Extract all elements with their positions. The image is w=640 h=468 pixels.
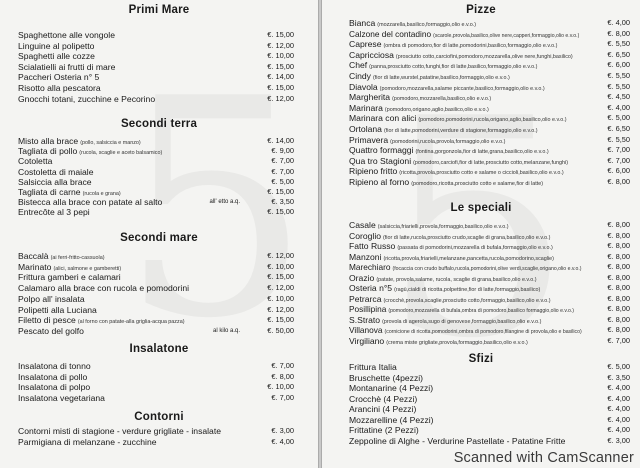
menu-item-name: Tagliata di pollo bbox=[18, 146, 78, 157]
menu-item-price: €. 8,00 bbox=[607, 314, 630, 324]
section-title-sfizi: Sfizi bbox=[468, 353, 494, 365]
menu-item bbox=[18, 94, 155, 104]
menu-item-price: €. 3,50 bbox=[271, 197, 294, 207]
menu-item-name: Baccalà bbox=[18, 251, 49, 261]
menu-item-name: Polpo all' insalata bbox=[18, 293, 85, 304]
menu-item-name: Ripieno fritto bbox=[349, 166, 398, 177]
menu-item-price: €. 5,00 bbox=[607, 362, 630, 371]
menu-item-price: €. 15,00 bbox=[267, 272, 294, 282]
menu-item-description: (scarole,provola,basilico,olive nere,capperi,formaggio,olio e.v.o.) bbox=[433, 32, 580, 39]
menu-item-price: €. 5,50 bbox=[607, 39, 630, 49]
menu-item-name: Marechiaro bbox=[349, 262, 391, 272]
menu-item-price: €. 4,00 bbox=[607, 393, 630, 403]
menu-item-description: (ricotta,provola,prosciutto cotto e salame o ciccioli,basilico,olio e.v.o.) bbox=[399, 170, 564, 177]
menu-item bbox=[18, 305, 97, 315]
menu-item-name: Coroglio bbox=[349, 230, 382, 241]
menu-item-price: €. 10,00 bbox=[267, 382, 294, 392]
menu-item-price: €. 4,00 bbox=[607, 414, 630, 424]
menu-item-description: (pomodoro,pomodorini,rucola,origano,aglio,basilico,olio e.v.o.) bbox=[418, 117, 567, 124]
menu-item-description: (ricotta,provola,friarielli,melanzane,pancetta,rucola,pomodorino,scaglie) bbox=[383, 255, 554, 262]
menu-item-price: €. 12,00 bbox=[267, 304, 294, 314]
menu-item-price: €. 7,00 bbox=[607, 145, 630, 155]
menu-item-name: Polipetti alla Luciana bbox=[18, 304, 97, 315]
menu-item-price: €. 8,00 bbox=[607, 325, 630, 334]
menu-item-description: (alici, salmone e gamberetti) bbox=[53, 265, 122, 272]
menu-item-price: €. 7,00 bbox=[271, 361, 294, 370]
menu-item-name: Zeppoline di Alghe - Verdurine Pastellate - Patatine Fritte bbox=[349, 435, 566, 446]
menu-item bbox=[18, 197, 162, 207]
menu-item-price: €. 14,00 bbox=[267, 136, 294, 145]
menu-item-name: Petrarca bbox=[349, 293, 382, 304]
menu-item-price: €. 12,00 bbox=[267, 93, 294, 103]
menu-item-name: Villanova bbox=[349, 325, 383, 335]
menu-item-name: Marinara con alici bbox=[349, 113, 417, 124]
section-title-secondi-mare: Secondi mare bbox=[120, 232, 198, 244]
menu-item-description: (pomodoro,carciofi,fior di latte,prosciutto cotto,melanzane,funghi) bbox=[413, 159, 569, 166]
menu-item-name: Pescato del golfo bbox=[18, 325, 84, 336]
menu-item-name: Marinato bbox=[18, 261, 52, 272]
menu-item-name: Capricciosa bbox=[349, 49, 394, 60]
menu-item bbox=[349, 177, 543, 189]
menu-item-price: €. 6,50 bbox=[607, 124, 630, 133]
menu-item-price: €. 4,00 bbox=[271, 437, 294, 446]
menu-item bbox=[18, 30, 115, 40]
menu-item-description: (focaccia con crudo buffalo,rucola,pomodorini,olive verdi,scaglie,origano,olio e.v.o.) bbox=[392, 266, 582, 272]
menu-item bbox=[349, 373, 423, 383]
menu-item-description: (pomodorini,rucola,provola,formaggio,olio e.v.o.) bbox=[390, 138, 506, 145]
menu-item bbox=[18, 283, 189, 293]
menu-item-name: Arancini (4 Pezzi) bbox=[349, 404, 417, 414]
menu-item-name: S.Strato bbox=[349, 314, 381, 325]
menu-item-price: €. 10,00 bbox=[267, 51, 294, 61]
menu-item-name: Crocchè (4 Pezzi) bbox=[349, 393, 418, 404]
menu-item-description: (prosciutto cotto,carciofini,pomodoro,mozzarella,olive nere,funghi,basilico) bbox=[395, 53, 573, 60]
menu-item-name: Fatto Russo bbox=[349, 241, 396, 251]
menu-item bbox=[18, 272, 121, 282]
menu-item-name: Bianca bbox=[349, 18, 376, 28]
menu-item-price: €. 5,50 bbox=[607, 71, 630, 80]
section-title-secondi-terra: Secondi terra bbox=[120, 118, 198, 130]
menu-item-name: Gnocchi totani, zucchine e Pecorino bbox=[18, 93, 156, 104]
menu-item-price: €. 3,00 bbox=[271, 426, 294, 435]
menu-item-price: €. 14,00 bbox=[267, 72, 294, 82]
menu-item-name: Contorni misti di stagione - verdure grigliate - insalate bbox=[18, 426, 222, 436]
menu-item-name: Insalatona di tonno bbox=[18, 361, 91, 371]
menu-item-name: Paccheri Osteria n° 5 bbox=[18, 72, 100, 83]
section-title-pizze: Pizze bbox=[466, 4, 496, 16]
menu-item-name: Ortolana bbox=[349, 124, 382, 134]
menu-item-note: al kilo a.q. bbox=[212, 327, 240, 334]
menu-item bbox=[18, 437, 157, 447]
menu-item bbox=[18, 72, 99, 82]
menu-item-name: Margherita bbox=[349, 92, 391, 103]
menu-item-price: €. 4,50 bbox=[607, 92, 630, 102]
menu-item-price: €. 8,00 bbox=[607, 293, 630, 303]
menu-item-name: Mozzarelline (4 Pezzi) bbox=[349, 414, 434, 425]
menu-item-price: €. 8,00 bbox=[607, 262, 630, 271]
menu-item bbox=[18, 41, 94, 51]
menu-item-name: Spaghetti alle cozze bbox=[18, 51, 95, 62]
menu-item-description: (pollo, salsiccia e manzo) bbox=[80, 140, 141, 146]
menu-item bbox=[18, 372, 87, 382]
menu-item-name: Diavola bbox=[349, 81, 378, 92]
menu-item-name: Tagliata di carne bbox=[18, 187, 81, 197]
section-title-contorni: Contorni bbox=[134, 411, 184, 423]
menu-item-name: Chef bbox=[349, 60, 368, 71]
menu-item-description: (ragù,cialdi di ricotta,polpettine,fior di latte,formaggio,basilico) bbox=[394, 287, 541, 293]
menu-item bbox=[18, 62, 115, 72]
menu-item-price: €. 7,00 bbox=[607, 335, 630, 345]
menu-item-name: Entrecôte al 3 pepi bbox=[18, 207, 90, 218]
menu-item-description: (mozzarella,basilico,formaggio,olio e.v.o.) bbox=[377, 22, 477, 28]
menu-item-price: €. 9,00 bbox=[271, 146, 294, 156]
menu-item-description: (pomodoro,mozzarella,basilico,olio e.v.o.) bbox=[392, 96, 492, 103]
menu-item-name: Casale bbox=[349, 220, 376, 230]
menu-item-price: €. 4,00 bbox=[607, 102, 630, 112]
menu-item bbox=[349, 425, 419, 435]
menu-item-name: Montanarine (4 Pezzi) bbox=[349, 383, 434, 393]
menu-item-price: €. 3,50 bbox=[607, 372, 630, 382]
menu-item-description: (pomodoro,mozzarella,salame piccante,basilico,formaggio,olio e.v.o.) bbox=[379, 85, 545, 92]
menu-item bbox=[18, 51, 95, 61]
menu-item-name: Parmigiana di melanzane - zucchine bbox=[18, 437, 157, 447]
menu-item bbox=[349, 362, 397, 372]
menu-item-price: €. 7,00 bbox=[607, 155, 630, 165]
section-title-speciali: Le speciali bbox=[450, 202, 512, 214]
menu-item-description: (pomodoro,origano,aglio,basilico,olio e.v.o.) bbox=[384, 106, 489, 113]
menu-item-price: €. 7,00 bbox=[271, 156, 294, 166]
menu-item-name: Filetto di pesce bbox=[18, 315, 76, 326]
menu-item bbox=[18, 177, 92, 187]
menu-item-name: Insalatona di polpo bbox=[18, 382, 91, 393]
menu-item-name: Risotto alla pescatora bbox=[18, 83, 101, 93]
menu-item-name: Costoletta di maiale bbox=[18, 166, 94, 177]
menu-item-description: (al forno con patate-alla griglia-acqua pazza) bbox=[77, 319, 185, 326]
menu-item-price: €. 50,00 bbox=[267, 325, 294, 335]
menu-item-name: Salsiccia alla brace bbox=[18, 176, 92, 187]
menu-item-description: (ombra di pomodoro,fior di latte,pomodorini,basilico,formaggio,olio e.v.o.) bbox=[383, 43, 558, 50]
menu-item-name: Spaghettone alle vongole bbox=[18, 30, 115, 40]
menu-item-description: (rucola, scaglie e aceto balsamico) bbox=[79, 150, 163, 157]
menu-item-name: Posillipina bbox=[349, 304, 387, 314]
menu-item-name: Orazio bbox=[349, 272, 375, 283]
menu-item-name: Cindy bbox=[349, 71, 371, 81]
menu-item-price: €. 8,00 bbox=[607, 230, 630, 240]
menu-item-price: €. 15,00 bbox=[267, 187, 294, 196]
menu-item bbox=[18, 167, 93, 177]
menu-item-price: €. 8,00 bbox=[607, 283, 630, 292]
menu-item-price: €. 6,00 bbox=[607, 60, 630, 70]
menu-item bbox=[349, 404, 416, 414]
menu-item-name: Calzone del contadino bbox=[349, 28, 432, 39]
menu-item-description: (fontina,gorgonzola,fior di latte,grana,basilico,olio e.v.o.) bbox=[415, 149, 549, 156]
menu-item-name: Caprese bbox=[349, 39, 382, 50]
menu-item bbox=[18, 361, 91, 371]
menu-item-price: €. 8,00 bbox=[607, 272, 630, 282]
menu-item-name: Insalatona di pollo bbox=[18, 371, 88, 382]
menu-item-price: €. 15,00 bbox=[267, 207, 294, 217]
menu-item-price: €. 10,00 bbox=[267, 261, 294, 271]
menu-item bbox=[18, 207, 90, 217]
menu-item-description: (pomodoro,ricotta,prosciutto cotto e salame,fior di latte) bbox=[411, 181, 544, 187]
menu-item-price: €. 4,00 bbox=[607, 383, 630, 392]
menu-item-name: Primavera bbox=[349, 134, 389, 145]
menu-item-description: (ai ferri-fritto-cassuola) bbox=[50, 255, 105, 261]
menu-item-name: Frittatine (2 Pezzi) bbox=[349, 425, 419, 435]
menu-item-name: Cotoletta bbox=[18, 156, 53, 167]
menu-item bbox=[18, 294, 85, 304]
menu-item-price: €. 5,00 bbox=[271, 176, 294, 186]
menu-item-description: (passata di pomodorini,mozzarella di bufala,formaggio,olio e.v.o.) bbox=[397, 245, 553, 251]
menu-item-price: €. 8,00 bbox=[607, 304, 630, 313]
menu-item-description: (fior di latte,wurstel,patatine,basilico,formaggio,olio e.v.o.) bbox=[372, 75, 510, 81]
menu-item-name: Virgiliano bbox=[349, 335, 385, 346]
menu-item bbox=[349, 436, 565, 446]
menu-item-name: Qua tro Stagioni bbox=[349, 155, 412, 166]
menu-item bbox=[18, 83, 101, 93]
menu-item-price: €. 8,00 bbox=[607, 220, 630, 229]
menu-item-price: €. 6,00 bbox=[607, 166, 630, 176]
menu-item-price: €. 8,00 bbox=[607, 251, 630, 261]
menu-item-description: (crema miste grigliate,provola,formaggio,basilico,olio e.v.o.) bbox=[386, 339, 528, 346]
menu-item-description: (panna,prosciutto cotto,funghi,fior di latte,basilico,formaggio,olio e.v.o.) bbox=[369, 64, 538, 71]
menu-item-name: Marinara bbox=[349, 102, 383, 113]
menu-item-name: Frittura Italia bbox=[349, 362, 397, 372]
menu-item bbox=[349, 383, 433, 393]
menu-item-name: Insalatona vegetariana bbox=[18, 393, 105, 404]
menu-item-price: €. 4,00 bbox=[607, 425, 630, 434]
menu-item-description: (salsiccia,friarielli,provola,formaggio,basilico,olio e.v.o.) bbox=[377, 224, 509, 230]
menu-item-description: (provola di agerola,sugo di genovese,formaggio,basilico,olio e.v.o.) bbox=[382, 318, 542, 325]
menu-item-description: (patate, provola,salame, rucola, scaglie di grana,basilico,olio e.v.o.) bbox=[376, 276, 537, 283]
menu-item-price: €. 6,50 bbox=[607, 49, 630, 59]
menu-item-description: (fior di latte,rucola,prosciutto crudo,scaglie di grana,basilico,olio e.v.o.) bbox=[383, 234, 551, 241]
menu-item bbox=[349, 415, 434, 425]
menu-item-note: all' etto a.q. bbox=[209, 199, 240, 206]
menu-item bbox=[18, 382, 90, 392]
menu-item-price: €. 10,00 bbox=[267, 293, 294, 303]
menu-item-price: €. 8,00 bbox=[271, 371, 294, 381]
menu-item bbox=[18, 426, 221, 436]
menu-item bbox=[18, 156, 52, 166]
menu-item-description: (cornicione di ricotta,pomodorini,ombra di pomodoro,filangine di provola,olio e basilico) bbox=[384, 329, 582, 335]
menu-item-price: €. 15,00 bbox=[267, 30, 294, 39]
menu-item-name: Frittura gamberi e calamari bbox=[18, 272, 121, 283]
menu-item-name: Manzoni bbox=[349, 251, 382, 262]
menu-item-description: (rucola e grana) bbox=[82, 191, 121, 197]
menu-item-price: €. 15,00 bbox=[267, 83, 294, 92]
menu-item-name: Ripieno al forno bbox=[349, 177, 410, 187]
menu-item-price: €. 8,00 bbox=[607, 241, 630, 250]
menu-item-name: Bruschette (4pezzi) bbox=[349, 372, 424, 383]
menu-item-price: €. 7,00 bbox=[271, 166, 294, 176]
menu-item-price: €. 4,00 bbox=[607, 404, 630, 413]
menu-item-price: €. 12,00 bbox=[267, 40, 294, 50]
menu-item-name: Osteria n°5 bbox=[349, 283, 393, 293]
menu-item-name: Misto alla brace bbox=[18, 136, 79, 146]
menu-item bbox=[18, 393, 105, 403]
menu-item-price: €. 3,00 bbox=[607, 435, 630, 445]
menu-item-price: €. 8,00 bbox=[607, 28, 630, 38]
menu-item-price: €. 5,50 bbox=[607, 134, 630, 144]
menu-item bbox=[18, 326, 84, 336]
menu-item-name: Scialatielli ai frutti di mare bbox=[18, 61, 116, 72]
menu-item-name: Calamaro alla brace con rucola e pomodorini bbox=[18, 283, 190, 294]
menu-item-description: (crocchè,provola,scaglie,prosciutto cotto,formaggio,basilico,olio e.v.o.) bbox=[383, 297, 551, 304]
menu-item-price: €. 15,00 bbox=[267, 61, 294, 71]
menu-item-description: (pomodoro,mozzarella di bufala,ombra di pomodoro,basilico formaggio,olio e.v.o.) bbox=[388, 308, 574, 314]
menu-item-name: Linguine al polipetto bbox=[18, 40, 95, 51]
menu-item-price: €. 8,00 bbox=[607, 177, 630, 186]
menu-item-price: €. 12,00 bbox=[267, 251, 294, 260]
menu-item-price: €. 12,00 bbox=[267, 283, 294, 293]
menu-item-description: (fior di latte,pomodorini,verdure di stagione,formaggio,olio e.v.o.) bbox=[383, 128, 538, 134]
menu-item bbox=[349, 336, 528, 348]
menu-item-price: €. 15,00 bbox=[267, 315, 294, 325]
menu-item-price: €. 5,00 bbox=[607, 113, 630, 123]
menu-item-price: €. 5,50 bbox=[607, 81, 630, 91]
section-title-insalatone: Insalatone bbox=[129, 343, 189, 355]
scanner-stamp: Scanned with CamScanner bbox=[453, 450, 634, 466]
menu-item-price: €. 7,00 bbox=[271, 393, 294, 403]
menu-item-name: Quattro formaggi bbox=[349, 145, 414, 156]
menu-item bbox=[349, 394, 417, 404]
menu-item-price: €. 4,00 bbox=[607, 18, 630, 27]
section-title-primi: Primi Mare bbox=[128, 4, 190, 16]
menu-item-name: Bistecca alla brace con patate al salto bbox=[18, 197, 163, 208]
